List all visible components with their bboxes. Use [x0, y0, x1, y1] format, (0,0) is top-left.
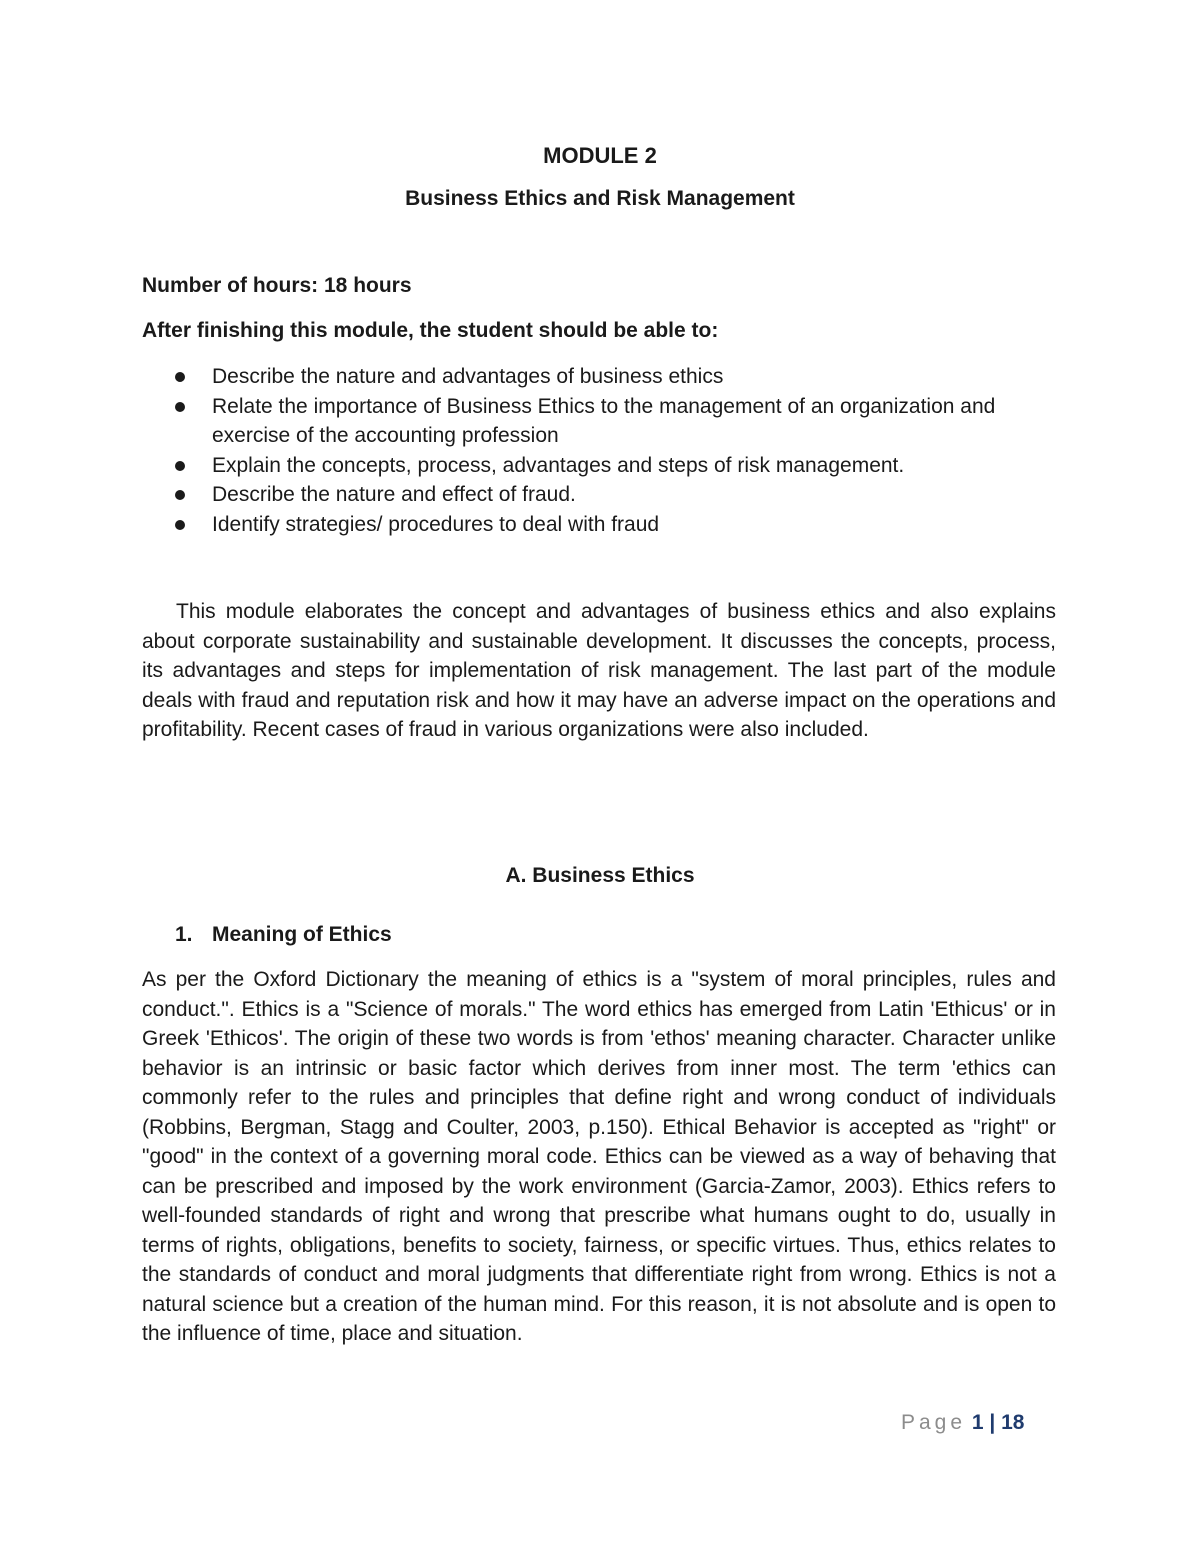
module-subtitle: Business Ethics and Risk Management [405, 187, 795, 210]
objectives-heading: After finishing this module, the student should be able to: [142, 319, 719, 342]
bullet-icon [175, 372, 185, 382]
bullet-icon [175, 461, 185, 471]
section-heading: A. Business Ethics [505, 864, 695, 887]
footer-page-word: Page [901, 1411, 967, 1434]
objective-item [142, 480, 1058, 510]
page-footer [901, 1409, 1024, 1437]
objective-item [142, 510, 1058, 540]
sub-heading-text: Meaning of Ethics [212, 923, 392, 946]
objective-item [142, 362, 1058, 392]
bullet-icon [175, 490, 185, 500]
hours-line: Number of hours: 18 hours [142, 274, 412, 297]
objective-text: Relate the importance of Business Ethics to the management of an organization and exercise of the accounting profession [212, 394, 996, 447]
module-title: MODULE 2 [543, 143, 657, 168]
objective-text: Explain the concepts, process, advantages and steps of risk management. [212, 453, 905, 477]
objective-item [142, 392, 1058, 451]
objectives-list [142, 362, 1058, 539]
objective-text: Describe the nature and effect of fraud. [212, 483, 576, 506]
objective-item [142, 451, 1058, 481]
footer-page-numbers: 1 | 18 [971, 1411, 1025, 1434]
sub-heading [175, 921, 392, 949]
intro-paragraph: This module elaborates the concept and advantages of business ethics and also explains about corporate sustainability and sustainable development. It discusses the concepts, process, its advantages and steps for implementation of risk management. The last part of the module deals with fraud and reputation risk and how it may have an adverse impact on the operations and profitability. Recent cases of fraud in various organizations were also included. [142, 600, 1056, 741]
objective-text: Identify strategies/ procedures to deal with fraud [212, 512, 660, 536]
bullet-icon [175, 520, 185, 530]
sub-heading-number: 1. [175, 923, 193, 946]
bullet-icon [175, 402, 185, 412]
objective-text: Describe the nature and advantages of business ethics [212, 365, 724, 388]
ethics-paragraph: As per the Oxford Dictionary the meaning of ethics is a "system of moral principles, rules and conduct.". Ethics is a "Science of morals." The word ethics has emerged from Latin 'Ethicus' or in Greek 'Ethicos'. The origin of these two words is from 'ethos' meaning character. Character unlike behavior is an intrinsic or basic factor which derives from inner most. The term 'ethics can commonly refer to the rules and principles that define right and wrong conduct of individuals (Robbins, Bergman, Stagg and Coulter, 2003, p.150). Ethical Behavior is accepted as "right" or "good" in the context of a governing moral code. Ethics can be viewed as a way of behaving that can be prescribed and imposed by the work environment (Garcia-Zamor, 2003). Ethics refers to well-founded standards of right and wrong that prescribe what humans ought to do, usually in terms of rights, obligations, benefits to society, fairness, or specific virtues. Thus, ethics relates to the standards of conduct and moral judgments that differentiate right from wrong. Ethics is not a natural science but a creation of the human mind. For this reason, it is not absolute and is open to the influence of time, place and situation. [142, 968, 1056, 1345]
